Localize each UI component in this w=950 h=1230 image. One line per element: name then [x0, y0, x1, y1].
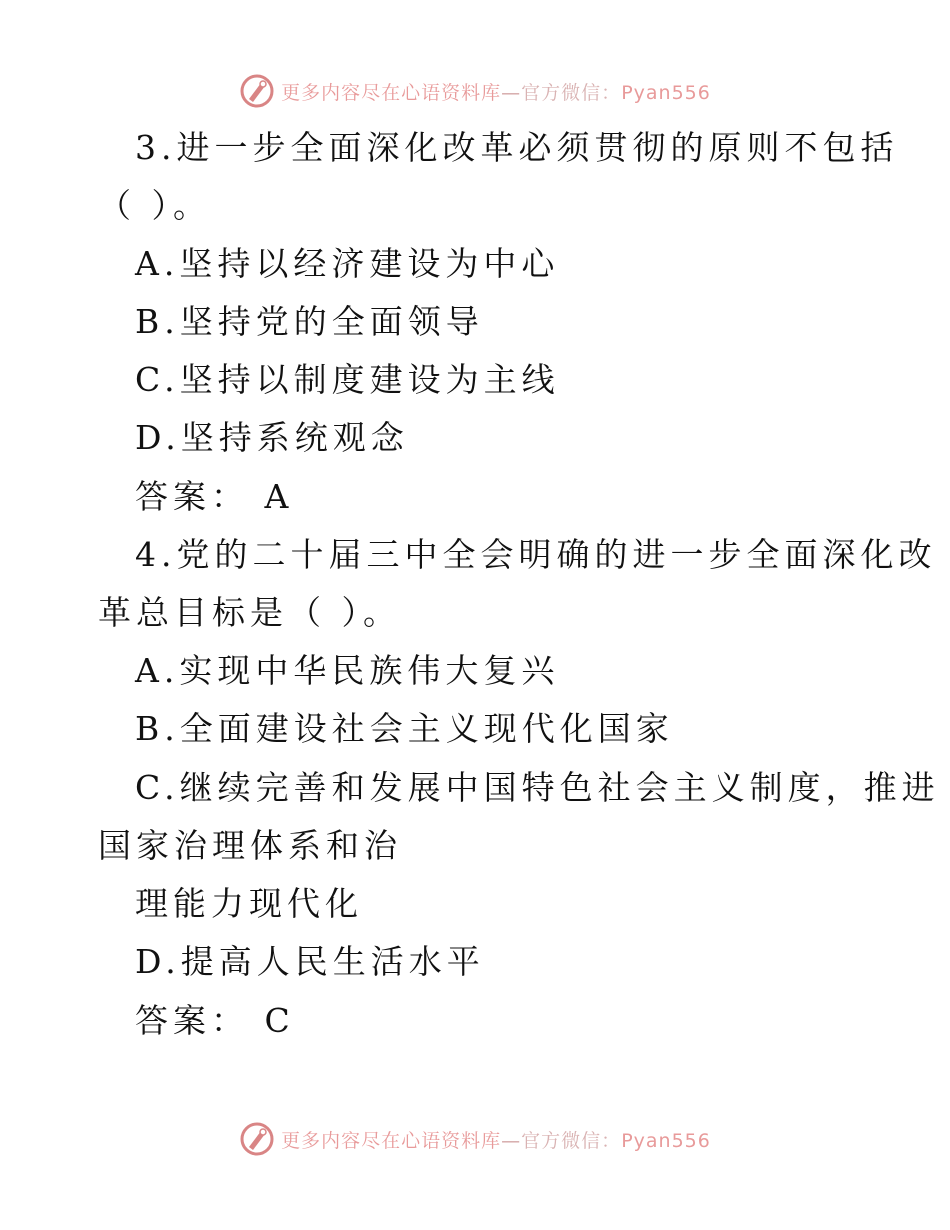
- question-3-option-d: D.坚持系统观念: [135, 418, 409, 457]
- question-3-option-a: A.坚持以经济建设为中心: [135, 244, 560, 283]
- question-4-option-c-line-2: 国家治理体系和治: [98, 826, 402, 865]
- pen-logo-icon: [239, 1121, 275, 1157]
- watermark-wechat-label: 官方微信：: [521, 1129, 622, 1152]
- watermark-account: Pyan556: [621, 1129, 711, 1152]
- question-4-answer: 答案： C: [135, 1001, 295, 1040]
- question-3-answer: 答案： A: [135, 477, 294, 516]
- watermark-text: [281, 78, 711, 105]
- question-3-option-b: B.坚持党的全面领导: [135, 302, 484, 341]
- watermark-banner-bottom: [0, 1119, 950, 1159]
- question-4-option-b: B.全面建设社会主义现代化国家: [135, 709, 674, 748]
- question-4-option-a: A.实现中华民族伟大复兴: [135, 651, 560, 690]
- pen-logo-icon: [239, 73, 275, 109]
- watermark-main-text: 更多内容尽在心语资料库: [281, 81, 502, 104]
- question-3-option-c: C.坚持以制度建设为主线: [135, 360, 560, 399]
- watermark-banner-top: [0, 71, 950, 111]
- watermark-account: Pyan556: [621, 81, 711, 104]
- watermark-wechat-label: 官方微信：: [521, 81, 622, 104]
- watermark-main-text: 更多内容尽在心语资料库: [281, 1129, 502, 1152]
- watermark-text: [281, 1126, 711, 1153]
- watermark-separator: —: [501, 1129, 522, 1152]
- question-4-stem-line-1: 4.党的二十届三中全会明确的进一步全面深化改: [135, 535, 937, 574]
- question-3-stem-line-2: （ ）。: [98, 186, 211, 225]
- question-4-stem-line-2: 革总目标是（ ）。: [98, 593, 401, 632]
- question-3-stem-line-1: 3.进一步全面深化改革必须贯彻的原则不包括: [135, 128, 899, 167]
- question-4-option-d: D.提高人民生活水平: [135, 942, 485, 981]
- question-4-option-c-line-1: C.继续完善和发展中国特色社会主义制度，推进: [135, 768, 940, 807]
- watermark-separator: —: [501, 81, 522, 104]
- question-4-option-c-line-3: 理能力现代化: [135, 884, 363, 923]
